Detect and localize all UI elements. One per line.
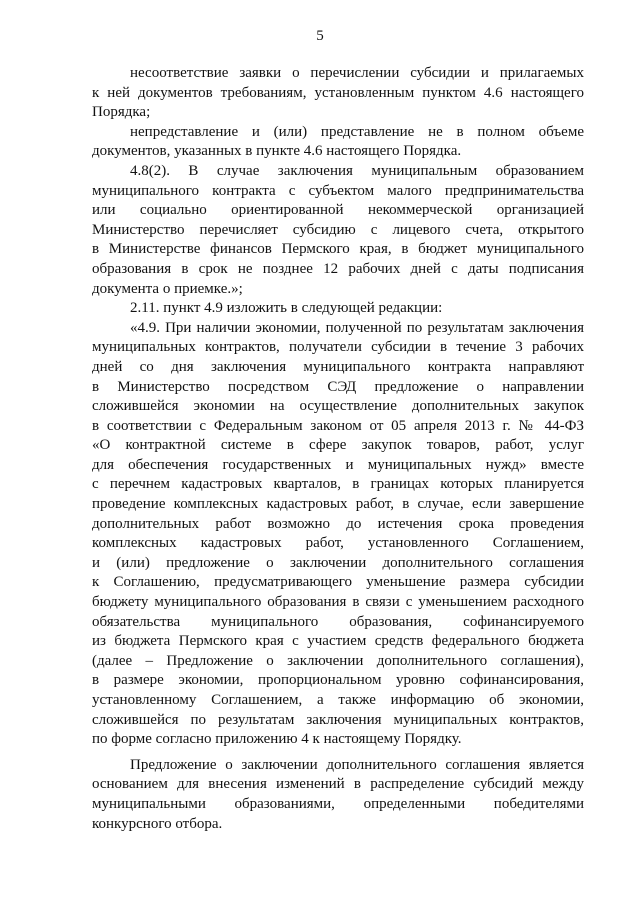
paragraph	[92, 64, 584, 123]
text-line: или социально ориентированной некоммерческой организацией	[92, 202, 584, 219]
text-line: в соответствии с Федеральным законом от 05 апреля 2013 г. № 44-ФЗ	[92, 417, 584, 434]
text-line: и (или) предложение о заключении дополнительного соглашения	[92, 554, 584, 571]
text-line: из бюджета Пермского края с участием средств федерального бюджета	[92, 633, 584, 650]
paragraph	[92, 319, 584, 750]
text-line: основанием для внесения изменений в распределение субсидий между	[92, 776, 584, 793]
text-line: комплексных кадастровых работ, установленного Соглашением,	[92, 535, 584, 552]
text-line: сложившейся по результатам заключения муниципальных контрактов,	[92, 711, 584, 728]
text-line: бюджету муниципального образования в связи с уменьшением расходного	[92, 594, 584, 611]
text-line: муниципальными образованиями, определенными победителями	[92, 795, 584, 812]
paragraph	[92, 299, 584, 319]
text-line: в Министерстве финансов Пермского края, в бюджет муниципального	[92, 241, 584, 258]
text-line: непредставление и (или) представление не в полном объеме	[130, 123, 584, 140]
document-body	[92, 64, 584, 834]
text-line: документов, указанных в пункте 4.6 настоящего Порядка.	[92, 143, 462, 160]
text-line: к Соглашению, предусматривающего уменьшение размера субсидии	[92, 574, 584, 591]
text-line: дополнительных работ возможно до истечения срока проведения	[92, 515, 584, 532]
paragraph	[92, 756, 584, 834]
text-line: сложившейся экономии на осуществление дополнительных закупок	[92, 398, 584, 415]
text-line: с перечнем кадастровых кварталов, в границах которых планируется	[92, 476, 584, 493]
text-line: по форме согласно приложению 4 к настоящему Порядку.	[92, 731, 462, 748]
text-line: обязательства муниципального образования, софинансируемого	[92, 613, 584, 630]
text-line: установленному Соглашением, а также информацию об экономии,	[92, 692, 584, 708]
text-line: муниципального контракта с субъектом малого предпринимательства	[92, 182, 584, 199]
text-line: муниципальных контрактов, получатели субсидии в течение 3 рабочих	[92, 339, 584, 356]
text-line: (далее – Предложение о заключении дополнительного соглашения),	[92, 652, 584, 669]
paragraph	[92, 162, 584, 299]
text-line: к ней документов требованиям, установленным пунктом 4.6 настоящего	[92, 84, 584, 101]
text-line: Порядка;	[92, 104, 151, 121]
paragraph	[92, 123, 584, 162]
text-line: в Министерство посредством СЭД предложение о направлении	[92, 378, 584, 395]
text-line: дней со дня заключения муниципального контракта направляют	[92, 358, 584, 375]
text-line: Министерство перечисляет субсидию с лицевого счета, открытого	[92, 221, 584, 238]
text-line: 2.11. пункт 4.9 изложить в следующей редакции:	[130, 300, 443, 317]
text-line: несоответствие заявки о перечислении субсидии и прилагаемых	[130, 65, 584, 81]
text-line: для обеспечения государственных и муниципальных нужд» вместе	[92, 456, 584, 473]
page-number: 5	[316, 28, 324, 44]
text-line: образования в срок не позднее 12 рабочих дней с даты подписания	[92, 260, 584, 277]
text-line: 4.8(2). В случае заключения муниципальным образованием	[130, 162, 584, 179]
text-line: проведение комплексных кадастровых работ, в случае, если завершение	[92, 496, 584, 513]
text-line: «О контрактной системе в сфере закупок товаров, работ, услуг	[92, 437, 584, 454]
text-line: в размере экономии, пропорциональном уровню софинансирования,	[92, 672, 584, 689]
text-line: «4.9. При наличии экономии, полученной по результатам заключения	[130, 319, 584, 336]
text-line: Предложение о заключении дополнительного соглашения является	[130, 756, 584, 773]
text-line: документа о приемке.»;	[92, 280, 243, 297]
text-line: конкурсного отбора.	[92, 815, 223, 832]
